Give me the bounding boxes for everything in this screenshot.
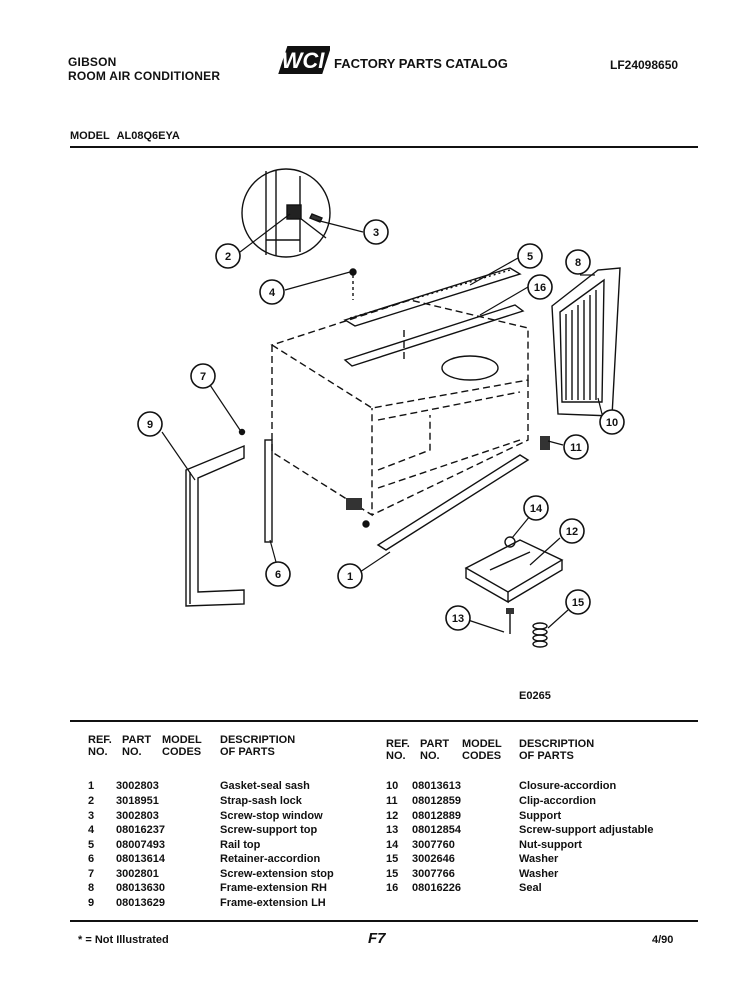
part-no: 3002646	[412, 853, 455, 865]
header-ref-right: REF. NO.	[386, 738, 410, 762]
callout-label: 16	[533, 282, 547, 294]
callout-label: 2	[224, 251, 232, 263]
part-no: 3002801	[116, 868, 159, 880]
part-description: Support	[519, 810, 562, 822]
header-description: DESCRIPTION OF PARTS	[220, 734, 296, 758]
callout-label: 10	[605, 417, 619, 429]
retainer-accordion	[265, 440, 272, 542]
part-no: 08013614	[116, 853, 165, 865]
ref-no: 15	[386, 868, 399, 880]
header-model-right: MODEL CODES	[462, 738, 502, 762]
ref-no: 7	[88, 868, 95, 880]
callout-label: 3	[372, 227, 380, 239]
model-label: MODEL	[70, 130, 110, 142]
ref-no: 2	[88, 795, 95, 807]
part-description: Screw-support adjustable	[519, 824, 654, 836]
ref-no: 9	[88, 897, 95, 909]
callout-label: 12	[565, 526, 579, 538]
part-no: 3002803	[116, 810, 159, 822]
ref-no: 11	[386, 795, 398, 807]
callout-label: 7	[199, 371, 207, 383]
part-no: 3007766	[412, 868, 455, 880]
part-no: 08007493	[116, 839, 165, 851]
ref-no: 8	[88, 882, 95, 894]
ref-no: 1	[88, 780, 95, 792]
table-top-rule	[70, 720, 698, 722]
ref-no: 5	[88, 839, 95, 851]
part-description: Closure-accordion	[519, 780, 617, 792]
callout-label: 5	[526, 251, 534, 263]
header-part: PART NO.	[122, 734, 152, 758]
callout-label: 13	[451, 613, 465, 625]
ref-no: 13	[386, 824, 399, 836]
screw-support-top	[350, 269, 356, 300]
ref-no: 12	[386, 810, 399, 822]
ref-no: 15	[386, 853, 399, 865]
part-description: Clip-accordion	[519, 795, 597, 807]
part-description: Strap-sash lock	[220, 795, 302, 807]
callout-label: 15	[571, 597, 585, 609]
callout-label: 8	[574, 257, 582, 269]
callout-label: 4	[268, 287, 276, 299]
ref-no: 14	[386, 839, 399, 851]
ref-no: 16	[386, 882, 399, 894]
top-rails	[345, 268, 523, 366]
part-description: Seal	[519, 882, 542, 894]
part-description: Washer	[519, 868, 559, 880]
part-no: 08016237	[116, 824, 165, 836]
callout-label: 6	[274, 569, 282, 581]
frame-extension-lh	[186, 446, 244, 606]
revision-date: 4/90	[652, 934, 674, 946]
callout-label: 1	[346, 571, 354, 583]
ref-no: 3	[88, 810, 95, 822]
part-description: Frame-extension LH	[220, 897, 326, 909]
ref-no: 4	[88, 824, 95, 836]
product-name: ROOM AIR CONDITIONER	[68, 69, 221, 83]
part-no: 08013613	[412, 780, 461, 792]
part-no: 3007760	[412, 839, 455, 851]
model-value: AL08Q6EYA	[116, 130, 180, 142]
callout-label: 11	[570, 442, 582, 454]
part-description: Screw-support top	[220, 824, 318, 836]
header-ref: REF. NO.	[88, 734, 112, 758]
part-no: 3002803	[116, 780, 159, 792]
gasket-seal-sash	[378, 455, 528, 550]
header-description-right: DESCRIPTION OF PARTS	[519, 738, 595, 762]
part-description: Frame-extension RH	[220, 882, 327, 894]
brand-name: GIBSON	[68, 55, 117, 69]
part-no: 08013629	[116, 897, 165, 909]
header-part-right: PART NO.	[420, 738, 450, 762]
part-description: Washer	[519, 853, 559, 865]
callout-label: 14	[529, 503, 543, 515]
drawing-code: E0265	[519, 690, 551, 702]
part-no: 08016226	[412, 882, 461, 894]
part-description: Screw-stop window	[220, 810, 323, 822]
part-no: 08012859	[412, 795, 461, 807]
part-no: 08013630	[116, 882, 165, 894]
catalog-number: LF24098650	[610, 58, 679, 72]
table-bottom-rule	[70, 920, 698, 922]
header-model: MODEL CODES	[162, 734, 202, 758]
part-no: 3018951	[116, 795, 159, 807]
part-no: 08012889	[412, 810, 461, 822]
catalog-title: FACTORY PARTS CATALOG	[334, 56, 508, 71]
part-description: Retainer-accordion	[220, 853, 321, 865]
part-description: Nut-support	[519, 839, 582, 851]
detail-magnifier	[242, 169, 330, 257]
ref-no: 6	[88, 853, 95, 865]
clip-accordion	[540, 436, 550, 450]
ref-no: 10	[386, 780, 399, 792]
cabinet	[272, 300, 528, 515]
page-number: F7	[368, 930, 386, 947]
callout-circles	[138, 220, 624, 630]
adjust-screw	[506, 608, 514, 634]
part-description: Rail top	[220, 839, 261, 851]
logo-text: WCI	[281, 48, 325, 73]
part-description: Gasket-seal sash	[220, 780, 310, 792]
callout-label: 9	[146, 419, 154, 431]
part-description: Screw-extension stop	[220, 868, 334, 880]
frame-extension-rh	[552, 268, 620, 416]
washers	[533, 623, 547, 647]
footnote: * = Not Illustrated	[78, 934, 169, 946]
part-no: 08012854	[412, 824, 461, 836]
